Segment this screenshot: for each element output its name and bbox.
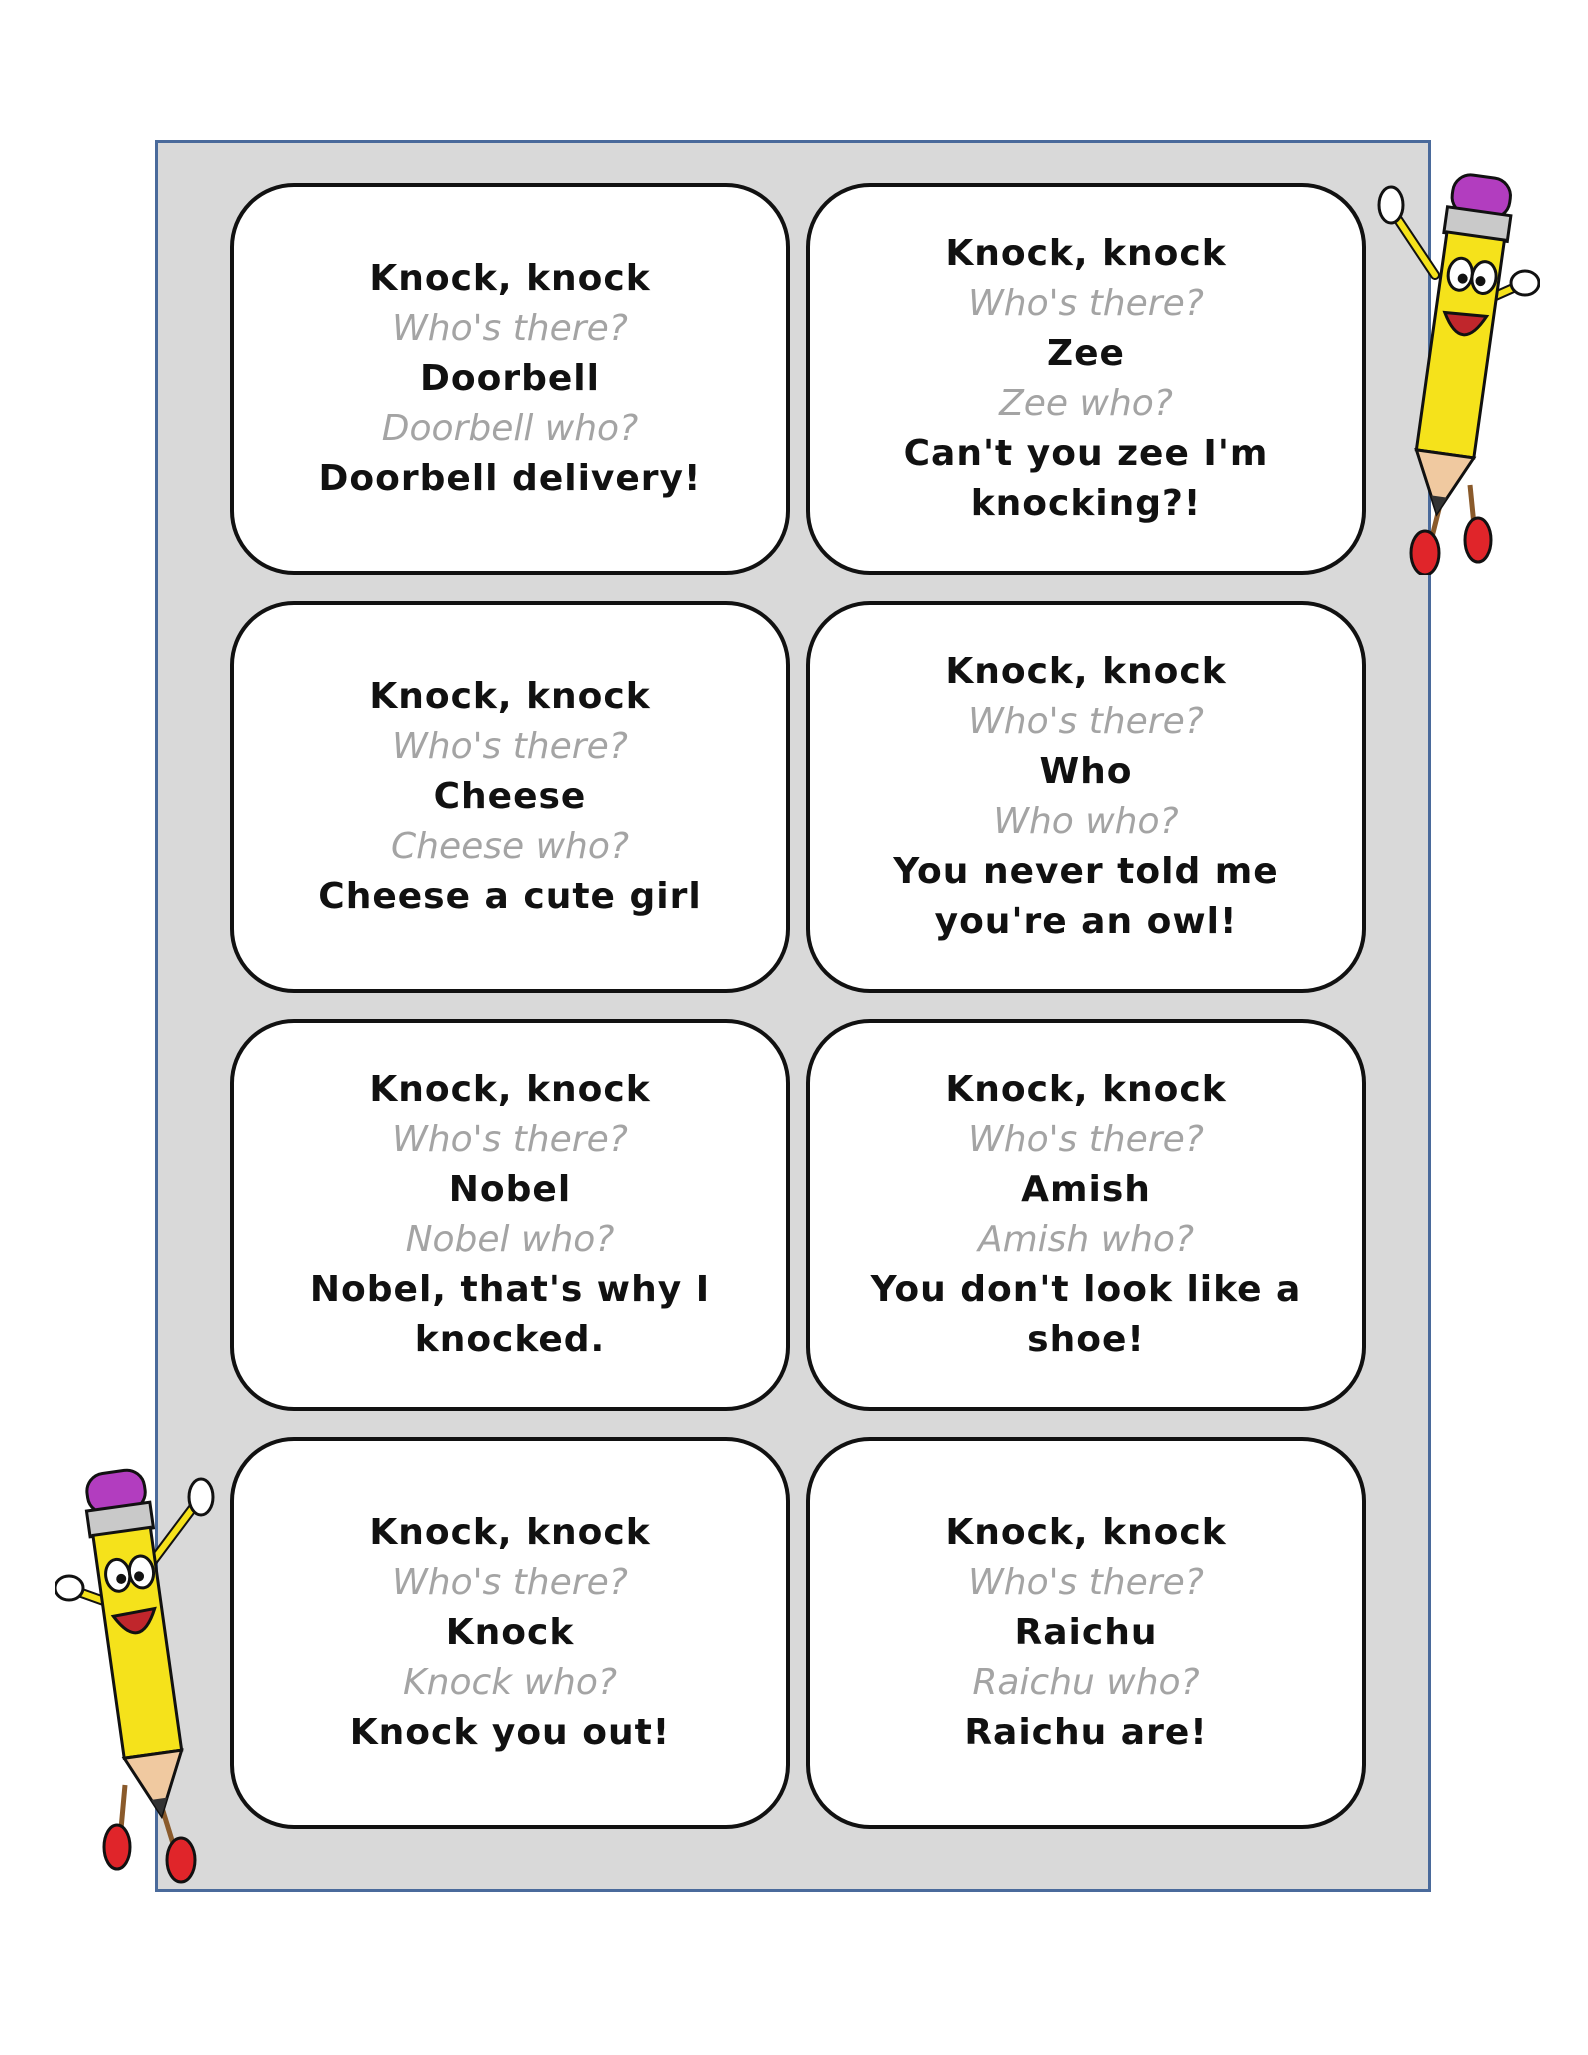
who-line: Cheese who?	[391, 826, 629, 867]
who-line: Knock who?	[403, 1662, 617, 1703]
joke-card	[230, 601, 790, 993]
question-line: Who's there?	[392, 726, 628, 767]
joke-card	[806, 183, 1366, 575]
knock-line: Knock, knock	[369, 676, 651, 717]
joke-card	[230, 1437, 790, 1829]
name-line: Doorbell	[420, 358, 600, 399]
question-line: Who's there?	[392, 308, 628, 349]
question-line: Who's there?	[968, 1562, 1204, 1603]
name-line: Knock	[445, 1612, 575, 1653]
question-line: Who's there?	[968, 701, 1204, 742]
name-line: Nobel	[448, 1169, 572, 1210]
name-line: Who	[1039, 751, 1133, 792]
joke-card	[806, 601, 1366, 993]
question-line: Who's there?	[392, 1119, 628, 1160]
question-line: Who's there?	[968, 283, 1204, 324]
who-line: Doorbell who?	[381, 408, 639, 449]
who-line: Zee who?	[999, 383, 1173, 424]
name-line: Amish	[1021, 1169, 1151, 1210]
punchline: Raichu are!	[964, 1712, 1208, 1753]
punchline: Cheese a cute girl	[318, 876, 702, 917]
joke-card	[806, 1437, 1366, 1829]
knock-line: Knock, knock	[945, 651, 1227, 692]
question-line: Who's there?	[968, 1119, 1204, 1160]
question-line: Who's there?	[392, 1562, 628, 1603]
name-line: Raichu	[1014, 1612, 1158, 1653]
knock-line: Knock, knock	[945, 1512, 1227, 1553]
name-line: Cheese	[433, 776, 587, 817]
knock-line: Knock, knock	[945, 1069, 1227, 1110]
punchline: Doorbell delivery!	[318, 458, 702, 499]
who-line: Who who?	[993, 801, 1179, 842]
punchline: You never told me you're an owl!	[893, 851, 1279, 942]
joke-card	[230, 183, 790, 575]
knock-line: Knock, knock	[369, 1512, 651, 1553]
knock-line: Knock, knock	[945, 233, 1227, 274]
who-line: Raichu who?	[972, 1662, 1200, 1703]
pencil-mascot-icon	[55, 1455, 225, 1885]
name-line: Zee	[1047, 333, 1125, 374]
who-line: Amish who?	[977, 1219, 1195, 1260]
knock-line: Knock, knock	[369, 258, 651, 299]
who-line: Nobel who?	[405, 1219, 615, 1260]
knock-line: Knock, knock	[369, 1069, 651, 1110]
joke-card-grid	[230, 183, 1366, 1829]
punchline: Nobel, that's why I knocked.	[309, 1269, 711, 1360]
joke-card	[230, 1019, 790, 1411]
punchline: Can't you zee I'm knocking?!	[903, 433, 1269, 524]
pencil-mascot-icon	[1375, 155, 1540, 575]
punchline: Knock you out!	[349, 1712, 671, 1753]
joke-card	[806, 1019, 1366, 1411]
punchline: You don't look like a shoe!	[870, 1269, 1302, 1360]
